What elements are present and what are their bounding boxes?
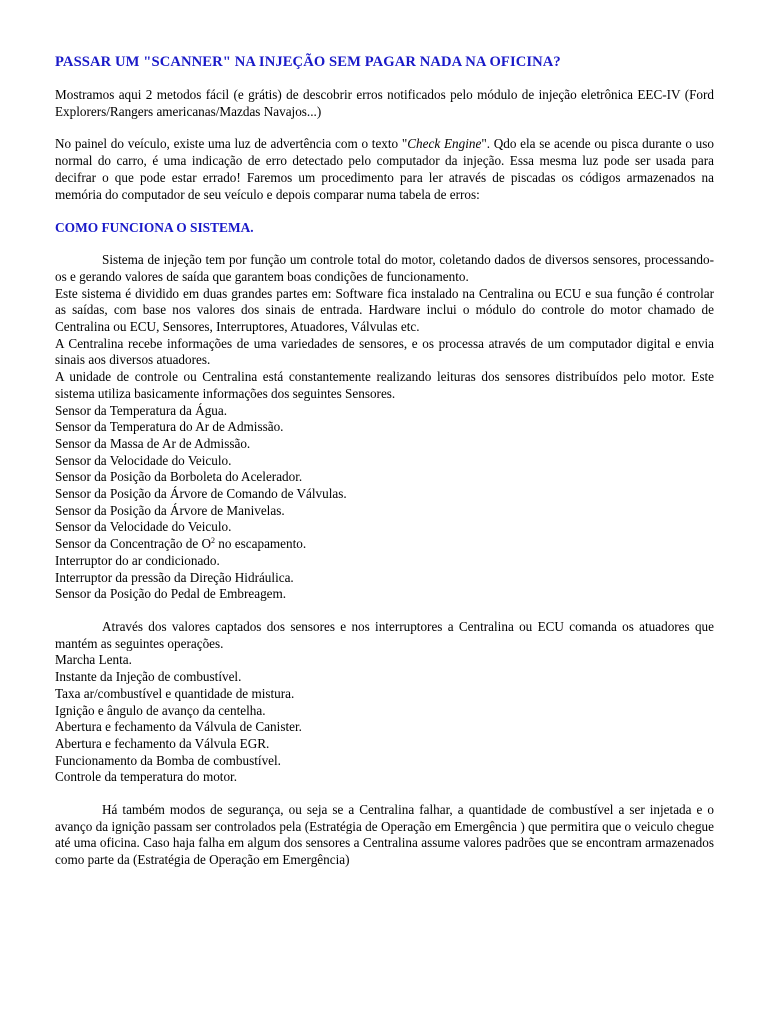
list-item: Marcha Lenta.	[55, 652, 132, 668]
o2-text-before: Sensor da Concentração de O	[55, 536, 211, 552]
list-item: Sensor da Posição da Árvore de Manivelas.	[55, 502, 285, 518]
system-paragraph-1: Sistema de injeção tem por função um controle total do motor, coletando dados de diversos sensores, processando-os e gerando valores de saída que garantem boas condições de funcionamento.	[55, 252, 714, 284]
list-item: Sensor da Posição da Borboleta do Acelerador.	[55, 469, 303, 485]
o2-superscript: 2	[211, 536, 215, 546]
safety-paragraph: Há também modos de segurança, ou seja se a Centralina falhar, a quantidade de combustível a ser injetada e o avanço da ignição passam ser controlados pela (Estratégia de Operação em Emergência ) que permitira que o veiculo chegue até uma oficina. Caso haja falha em algum dos sensores a Centralina assume valores padrões que se encontram armazenados como parte da (Estratégia de Operação em Emergência)	[55, 802, 714, 868]
check-engine-paragraph	[55, 136, 714, 203]
list-item: Interruptor da pressão da Direção Hidráulica.	[55, 569, 294, 585]
system-paragraph-4: A unidade de controle ou Centralina está constantemente realizando leituras dos sensores distribuídos pelo motor. Este sistema utiliza basicamente informações dos seguintes Sensores.	[55, 369, 714, 401]
list-item: Sensor da Temperatura da Água.	[55, 402, 228, 418]
list-item: Abertura e fechamento da Válvula EGR.	[55, 735, 270, 751]
sensor-list	[55, 403, 714, 603]
list-item: Sensor da Velocidade do Veiculo.	[55, 452, 232, 468]
list-item: Abertura e fechamento da Válvula de Canister.	[55, 719, 302, 735]
list-item: Sensor da Posição do Pedal de Embreagem.	[55, 586, 287, 602]
list-item: Sensor da Massa de Ar de Admissão.	[55, 435, 251, 451]
page-title: PASSAR UM "SCANNER" NA INJEÇÃO SEM PAGAR NADA NA OFICINA?	[55, 54, 561, 70]
check-engine-label: Check Engine	[407, 136, 482, 152]
list-item: Sensor da Velocidade do Veiculo.	[55, 519, 232, 535]
list-item: Interruptor do ar condicionado.	[55, 552, 220, 568]
check-engine-text-after: ". Qdo ela se acende ou pisca durante o uso normal do carro, é uma indicação de erro detectado pelo computador da injeção. Essa mesma luz pode ser usada para decifrar o que pode estar errado! Faremos um procedimento para ler através de piscadas os códigos armazenados na memória do computador de seu veículo e depois comparar numa tabela de erros:	[55, 136, 714, 202]
list-item: Taxa ar/combustível e quantidade de mistura.	[55, 685, 295, 701]
list-item: Instante da Injeção de combustível.	[55, 669, 242, 685]
list-item: Sensor da Temperatura do Ar de Admissão.	[55, 419, 284, 435]
o2-text-after: no escapamento.	[215, 536, 307, 552]
check-engine-text-before: No painel do veículo, existe uma luz de advertência com o texto "	[55, 136, 408, 152]
list-item: Sensor da Posição da Árvore de Comando de Válvulas.	[55, 486, 347, 502]
operations-list	[55, 652, 714, 786]
system-paragraph-2: Este sistema é dividido em duas grandes partes em: Software fica instalado na Centralina ou ECU e sua função é controlar as saídas, com base nos valores dos sinais de entrada. Hardware inclui o módulo do controle do motor chamado de Centralina ou ECU, Sensores, Interruptores, Atuadores, Válvulas etc.	[55, 285, 714, 335]
list-item	[55, 536, 714, 553]
list-item: Funcionamento da Bomba de combustível.	[55, 752, 281, 768]
system-paragraph-3: A Centralina recebe informações de uma variedades de sensores, e os processa através de um computador digital e envia sinais aos diversos atuadores.	[55, 335, 714, 368]
list-item: Ignição e ângulo de avanço da centelha.	[55, 702, 266, 718]
actuators-paragraph: Através dos valores captados dos sensores e nos interruptores a Centralina ou ECU comanda os atuadores que mantém as seguintes operações.	[55, 618, 714, 651]
intro-paragraph: Mostramos aqui 2 metodos fácil (e grátis) de descobrir erros notificados pelo módulo de injeção eletrônica EEC-IV (Ford Explorers/Rangers americanas/Mazdas Navajos...)	[55, 87, 714, 119]
section-heading: COMO FUNCIONA O SISTEMA.	[55, 220, 254, 236]
list-item: Controle da temperatura do motor.	[55, 769, 238, 785]
